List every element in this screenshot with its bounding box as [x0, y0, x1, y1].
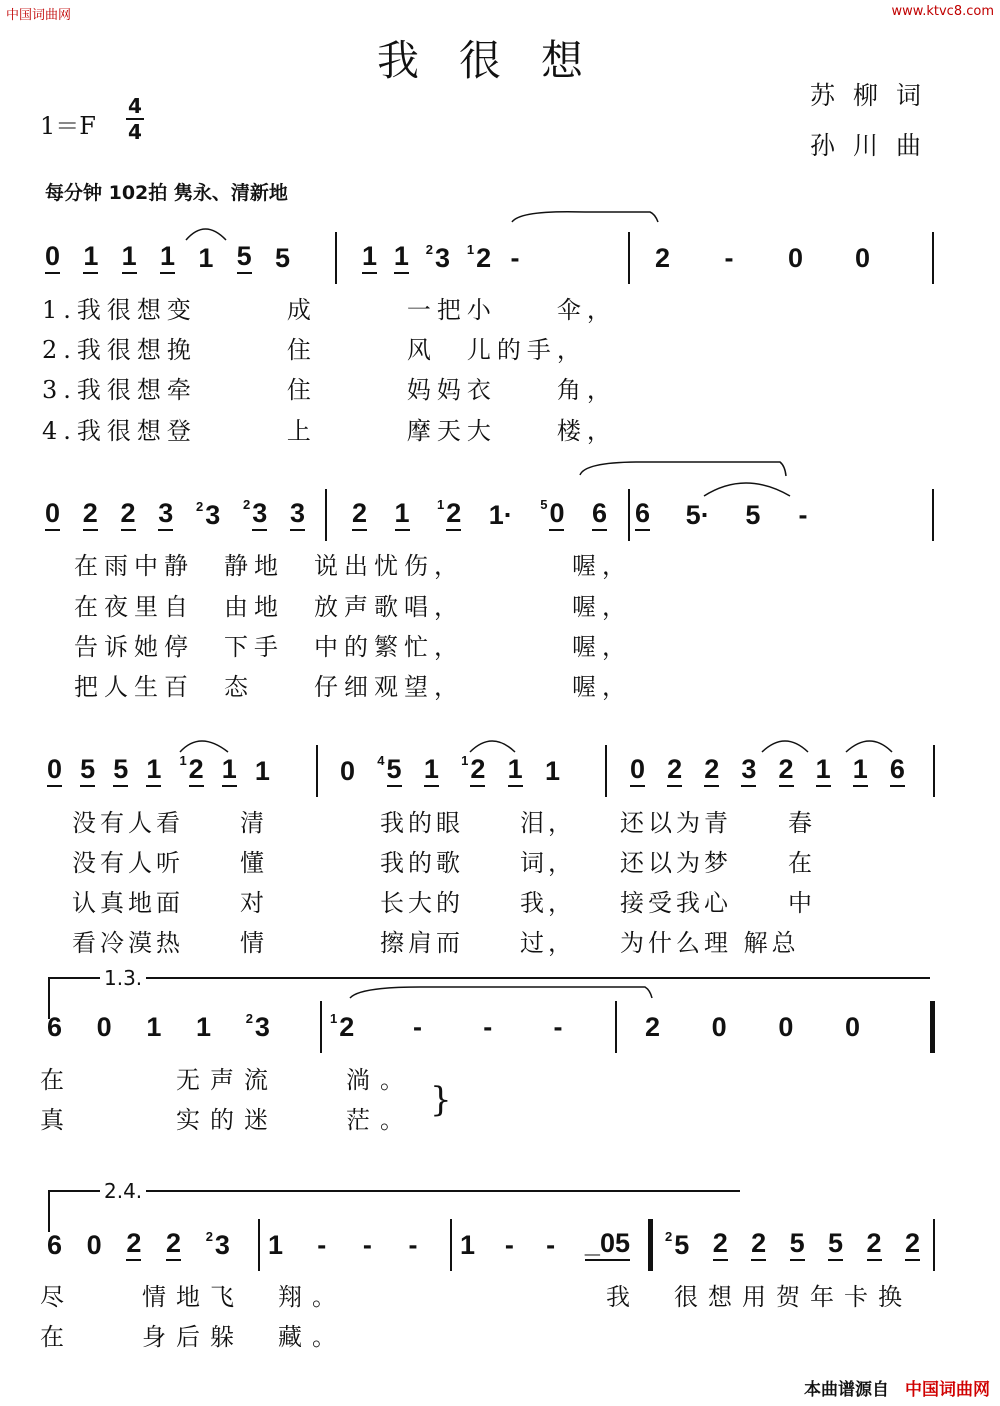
note: 2 [470, 754, 485, 787]
note: 1 [160, 241, 175, 274]
note: _05 [585, 1228, 630, 1261]
time-bottom: 4 [128, 120, 142, 144]
note: 2 [339, 1012, 355, 1042]
note: 2 [704, 754, 719, 787]
note: 1 [83, 241, 98, 274]
note: 0 [630, 754, 645, 787]
note-group [461, 754, 485, 787]
measure [655, 240, 870, 274]
lyric-line: 把人生百 态 仔细观望， 喔， [74, 673, 632, 701]
note-group [237, 241, 252, 274]
note-group [352, 498, 367, 531]
barline [932, 489, 934, 541]
grace-note: 2 [665, 1229, 673, 1244]
note-group [198, 243, 213, 274]
note-group [315, 1230, 329, 1261]
note: 1 [146, 754, 161, 787]
note-group [585, 1228, 630, 1261]
note: 0 [854, 243, 870, 273]
note: 5 [237, 241, 252, 274]
note: 3 [741, 754, 756, 787]
note: 5 [790, 1228, 805, 1261]
note: 3 [158, 498, 173, 531]
note-group [686, 500, 710, 531]
note: 1 [122, 241, 137, 274]
barline [605, 745, 607, 797]
slur [704, 483, 790, 496]
lyric-line: 告诉她停 下手 中的繁忙， 喔， [74, 633, 632, 661]
note-group [745, 500, 760, 531]
note: 5 [387, 754, 402, 787]
measure [47, 1227, 230, 1261]
lyric-line: 2.我很想挽 住 风 儿的手， [42, 336, 587, 364]
note: 6 [592, 498, 607, 531]
note: 2 [779, 754, 794, 787]
note-group [508, 754, 523, 787]
note: 1 [146, 1012, 162, 1042]
note: 1 [395, 498, 410, 531]
grace-note: 1 [461, 753, 469, 768]
note: 2 [476, 243, 492, 273]
note-group [113, 754, 128, 787]
grace-note: 2 [205, 1229, 213, 1244]
note: 3 [290, 498, 305, 531]
extension-dash: - [798, 500, 808, 530]
lyric-line: 3.我很想牵 住 妈妈衣 角， [42, 376, 617, 404]
note: 1 [460, 1230, 476, 1260]
grace-note: 2 [196, 499, 204, 514]
note: 2 [905, 1228, 920, 1261]
measure [460, 1227, 630, 1261]
note-group [796, 500, 810, 531]
note: 1 [424, 754, 439, 787]
volta-bracket-2 [48, 1179, 740, 1232]
note: 5 [274, 243, 290, 273]
note-group [630, 754, 645, 787]
note-group [502, 1230, 516, 1261]
repeat-barline [930, 1001, 935, 1053]
source-site: 中国词曲网 [905, 1380, 990, 1400]
note-group [665, 1230, 689, 1261]
note: 3 [254, 1012, 270, 1042]
measure [340, 753, 560, 787]
grace-note: 2 [425, 242, 433, 257]
note-group [166, 1228, 181, 1261]
note-group [890, 754, 905, 787]
note-group [179, 754, 203, 787]
note-group [722, 243, 736, 274]
extension-dash: - [317, 1230, 327, 1260]
note: 0 [549, 498, 564, 531]
measure [45, 497, 305, 531]
note: 3 [205, 500, 221, 530]
note-group [290, 498, 305, 531]
note-group [126, 1228, 141, 1261]
watermark-url: www.ktvc8.com [891, 4, 994, 19]
composer-credit: 孙川曲 [810, 131, 940, 160]
measure [47, 753, 270, 787]
note-group [47, 754, 62, 787]
note: 2 [446, 498, 461, 531]
note-group [460, 1230, 475, 1261]
extension-dash: - [483, 1012, 493, 1042]
note: 5 [80, 754, 95, 787]
extension-dash: - [546, 1230, 556, 1260]
note: 0 [844, 1012, 860, 1042]
note-group [80, 754, 95, 787]
note: 3 [252, 498, 267, 531]
volta-label: 2.4. [100, 1179, 146, 1203]
note-group [196, 500, 220, 531]
grace-note: 5 [540, 497, 548, 512]
lyric-line: 看冷漠热 情 擦肩而 过， 为什么理 解总 [72, 929, 800, 957]
barline [325, 489, 327, 541]
note-group [853, 754, 868, 787]
extension-dash: - [553, 1012, 563, 1042]
note-group [788, 243, 803, 274]
note-group [816, 754, 831, 787]
slur [846, 741, 892, 752]
note: 3 [214, 1230, 230, 1260]
lyric-line: 尽 情地飞 翔。 我 很想用贺年卡换 [40, 1283, 912, 1311]
tie [512, 212, 658, 222]
note-group [867, 1228, 882, 1261]
barline [933, 1219, 935, 1271]
note: 5 [674, 1230, 690, 1260]
note: 2 [83, 498, 98, 531]
tie [580, 462, 786, 476]
extension-dash: - [413, 1012, 422, 1042]
note-group [467, 243, 491, 274]
note: 1 [198, 243, 214, 273]
source-prefix: 本曲谱源自 [804, 1380, 889, 1400]
note-group [206, 1230, 230, 1261]
lyricist-credit: 苏柳词 [810, 81, 940, 110]
measure [362, 240, 522, 274]
note: 2 [751, 1228, 766, 1261]
lyric-line: 在夜里自 由地 放声歌唱， 喔， [74, 593, 632, 621]
grace-note: 1 [466, 242, 475, 257]
lyric-line: 没有人听 懂 我的歌 词， 还以为梦 在 [72, 849, 816, 877]
note-group [741, 754, 756, 787]
note: 0 [47, 754, 62, 787]
note-group [424, 754, 439, 787]
note-group [87, 1230, 102, 1261]
note-group [437, 498, 461, 531]
volta-label: 1.3. [100, 966, 146, 990]
note-group [545, 756, 560, 787]
slur [762, 741, 808, 752]
barline [628, 232, 630, 284]
note: 0 [86, 1230, 102, 1260]
note-group [508, 243, 522, 274]
note-group [377, 754, 401, 787]
note: 0 [787, 243, 803, 273]
note: 1 [544, 756, 560, 786]
note: 5 [745, 500, 761, 530]
note-group [751, 1228, 766, 1261]
note-group [45, 241, 60, 274]
note-group [667, 754, 682, 787]
grace-note: 1 [179, 753, 187, 768]
extension-dash: - [408, 1230, 418, 1260]
note-group [268, 1230, 283, 1261]
note-group [83, 241, 98, 274]
note-group [544, 1230, 558, 1261]
note-group [121, 498, 136, 531]
note: 1· [488, 500, 513, 530]
slur [186, 229, 226, 240]
note-group [47, 1230, 62, 1261]
note: 0 [96, 1012, 112, 1042]
note: 2 [121, 498, 136, 531]
note: 0 [340, 756, 356, 786]
watermark-site-name: 中国词曲网 [6, 8, 72, 23]
song-title: 我很想 [376, 36, 623, 85]
note-group [905, 1228, 920, 1261]
note-group [275, 243, 290, 274]
time-top: 4 [128, 94, 142, 118]
note-group [45, 498, 60, 531]
measure [630, 753, 905, 787]
note: 0 [778, 1012, 794, 1042]
note: 6 [47, 1230, 63, 1260]
note: 1 [222, 754, 237, 787]
measure [45, 240, 290, 274]
grace-note: 1 [330, 1011, 338, 1026]
note-group [655, 243, 670, 274]
key-signature: 1＝F [40, 112, 96, 140]
grace-note: 4 [377, 753, 385, 768]
grace-note: 1 [437, 497, 445, 512]
note-group [362, 241, 377, 274]
note: 6 [47, 1012, 63, 1042]
note: 1 [268, 1230, 284, 1260]
note-group [540, 498, 564, 531]
measure [268, 1227, 420, 1261]
note: 2 [713, 1228, 728, 1261]
lyric-line: 没有人看 清 我的眼 泪， 还以为青 春 [72, 809, 816, 837]
note-group [158, 498, 173, 531]
note: 2 [867, 1228, 882, 1261]
note-group [828, 1228, 843, 1261]
note-group [83, 498, 98, 531]
note-group [426, 243, 450, 274]
lyric-line: 真 实的迷 茫。 [40, 1106, 414, 1134]
note: 1 [362, 241, 377, 274]
barline [932, 232, 934, 284]
note: 6 [635, 498, 650, 531]
note-group [635, 498, 650, 531]
grace-note: 2 [245, 1011, 253, 1026]
note: 2 [352, 498, 367, 531]
extension-dash: - [510, 243, 520, 273]
note-group [394, 241, 409, 274]
lyric-line: 在雨中静 静地 说出忧伤， 喔， [74, 552, 632, 580]
barline [628, 489, 630, 541]
note-group [222, 754, 237, 787]
note: 0 [711, 1012, 727, 1042]
note: 2 [655, 243, 671, 273]
note-group [360, 1230, 374, 1261]
note: 1 [254, 756, 270, 786]
grace-note: 2 [242, 497, 251, 512]
extension-dash: - [724, 243, 734, 273]
note: 3 [434, 243, 451, 273]
note: 5· [685, 500, 710, 530]
lyric-line: 在 身后躲 藏。 [40, 1323, 346, 1351]
note-group [779, 754, 794, 787]
measure [665, 1227, 920, 1261]
lyric-line: 在 无声流 淌。 [40, 1066, 414, 1094]
note: 1 [816, 754, 831, 787]
barline [335, 232, 337, 284]
lyric-line: 4.我很想登 上 摩天大 楼， [42, 417, 617, 445]
note: 1 [508, 754, 523, 787]
tempo-marking: 每分钟 102拍 隽永、清新地 [45, 182, 288, 204]
note: 1 [394, 241, 409, 274]
note-group [704, 754, 719, 787]
note: 2 [667, 754, 682, 787]
extension-dash: - [504, 1230, 514, 1260]
note-group [592, 498, 607, 531]
verse-brace: } [430, 1080, 458, 1120]
source-credit [804, 1375, 990, 1400]
note: 6 [890, 754, 905, 787]
note: 1 [853, 754, 868, 787]
note-group [406, 1230, 420, 1261]
slur [180, 741, 228, 752]
note-group [255, 756, 270, 787]
note-group [855, 243, 870, 274]
note: 2 [189, 754, 204, 787]
note-group [122, 241, 137, 274]
barline [933, 745, 935, 797]
extension-dash: - [362, 1230, 372, 1260]
note-group [160, 241, 175, 274]
note: 2 [166, 1228, 181, 1261]
lyric-line: 认真地面 对 长大的 我， 接受我心 中 [72, 889, 816, 917]
note: 0 [45, 498, 60, 531]
note-group [790, 1228, 805, 1261]
note: 2 [126, 1228, 141, 1261]
note: 1 [196, 1012, 212, 1042]
note: 5 [828, 1228, 843, 1261]
barline [316, 745, 318, 797]
measure [352, 497, 607, 531]
lyric-line: 1.我很想变 成 一把小 伞， [42, 296, 617, 324]
note: 2 [645, 1012, 661, 1042]
note-group [713, 1228, 728, 1261]
measure [635, 497, 810, 531]
time-signature [126, 94, 144, 144]
note-group [395, 498, 410, 531]
note-group [146, 754, 161, 787]
note-group [489, 500, 513, 531]
note: 5 [113, 754, 128, 787]
slur [470, 741, 515, 752]
note-group [340, 756, 355, 787]
note: 0 [45, 241, 60, 274]
volta-bracket-1 [48, 966, 930, 1019]
note-group [243, 498, 267, 531]
